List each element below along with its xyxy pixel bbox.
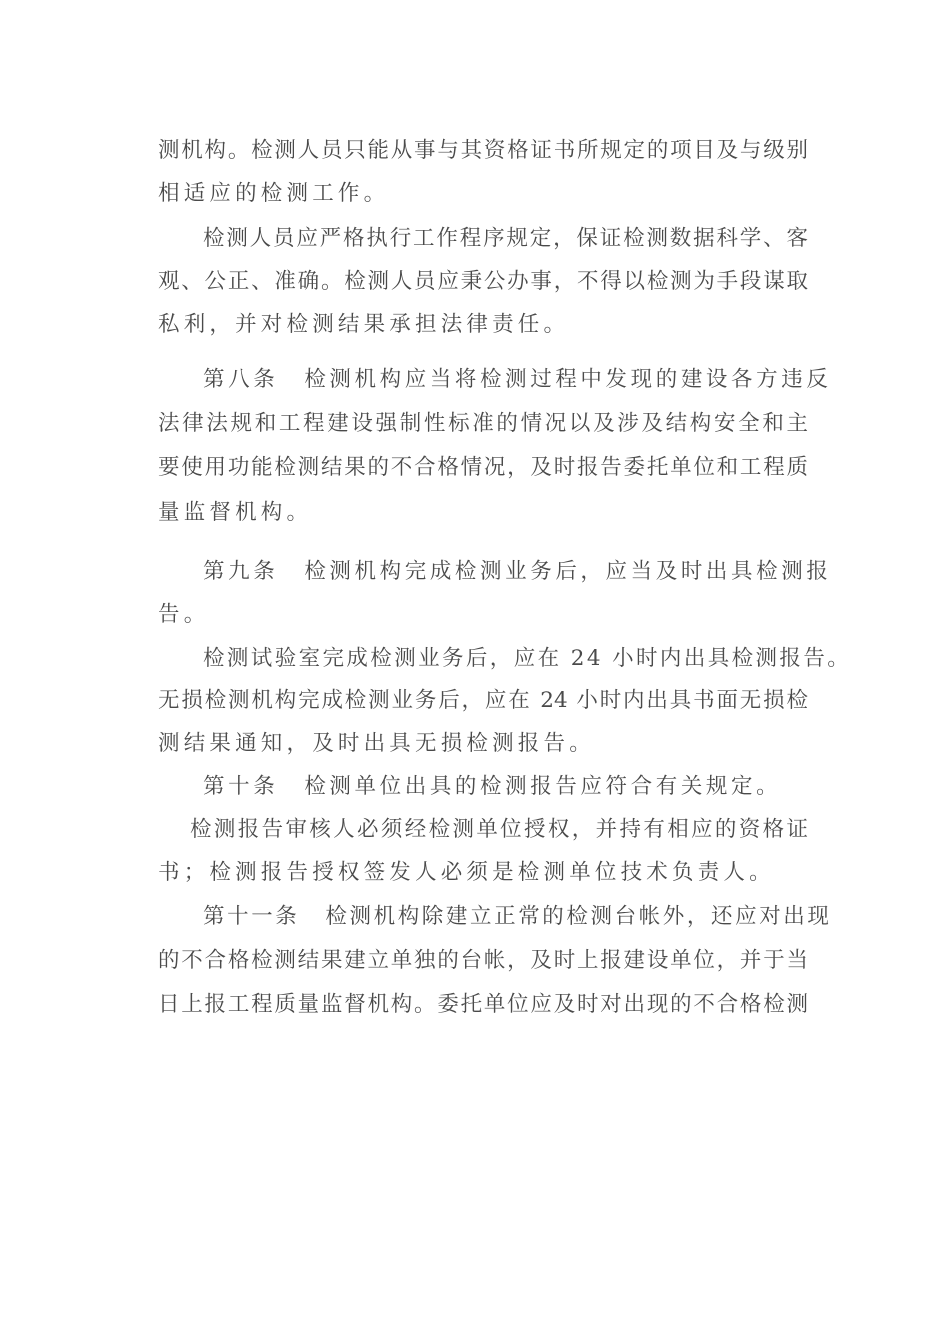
text-line: 测机构。检测人员只能从事与其资格证书所规定的项目及与级别 bbox=[158, 138, 808, 163]
paragraph-first-line: 检测人员应严格执行工作程序规定，保证检测数据科学、客 bbox=[203, 226, 808, 251]
article-heading: 第九条 bbox=[203, 559, 279, 584]
article-10-line bbox=[203, 767, 808, 807]
text-line: 私利，并对检测结果承担法律责任。 bbox=[158, 312, 570, 337]
article-text: 检测单位出具的检测报告应符合有关规定。 bbox=[304, 774, 782, 799]
text-line: 告。 bbox=[158, 602, 210, 627]
paragraph-first-line: 检测报告审核人必须经检测单位授权，并持有相应的资格证 bbox=[190, 817, 808, 842]
article-text: 检测机构除建立正常的检测台帐外，还应对出现 bbox=[325, 904, 832, 929]
article-11-line bbox=[203, 897, 832, 937]
article-text: 检测机构应当将检测过程中发现的建设各方违反 bbox=[304, 367, 832, 392]
text-line: 书；检测报告授权签发人必须是检测单位技术负责人。 bbox=[158, 860, 775, 885]
article-9-line bbox=[203, 552, 832, 592]
text-line: 要使用功能检测结果的不合格情况，及时报告委托单位和工程质 bbox=[158, 455, 808, 480]
text-line: 相适应的检测工作。 bbox=[158, 181, 390, 206]
paragraph-first-line: 检测试验室完成检测业务后，应在 24 小时内出具检测报告。 bbox=[203, 646, 852, 671]
article-heading: 第十条 bbox=[203, 774, 279, 799]
article-heading: 第十一条 bbox=[203, 904, 300, 929]
text-line: 日上报工程质量监督机构。委托单位应及时对出现的不合格检测 bbox=[158, 992, 808, 1017]
text-line: 观、公正、准确。检测人员应秉公办事，不得以检测为手段谋取 bbox=[158, 269, 808, 294]
text-line: 的不合格检测结果建立单独的台帐，及时上报建设单位，并于当 bbox=[158, 948, 808, 973]
text-line: 测结果通知，及时出具无损检测报告。 bbox=[158, 731, 595, 756]
text-line: 无损检测机构完成检测业务后，应在 24 小时内出具书面无损检 bbox=[158, 688, 808, 713]
article-text: 检测机构完成检测业务后，应当及时出具检测报 bbox=[304, 559, 832, 584]
text-line: 法律法规和工程建设强制性标准的情况以及涉及结构安全和主 bbox=[158, 411, 808, 436]
article-heading: 第八条 bbox=[203, 367, 279, 392]
text-line: 量监督机构。 bbox=[158, 500, 313, 525]
article-8-line bbox=[203, 360, 832, 400]
